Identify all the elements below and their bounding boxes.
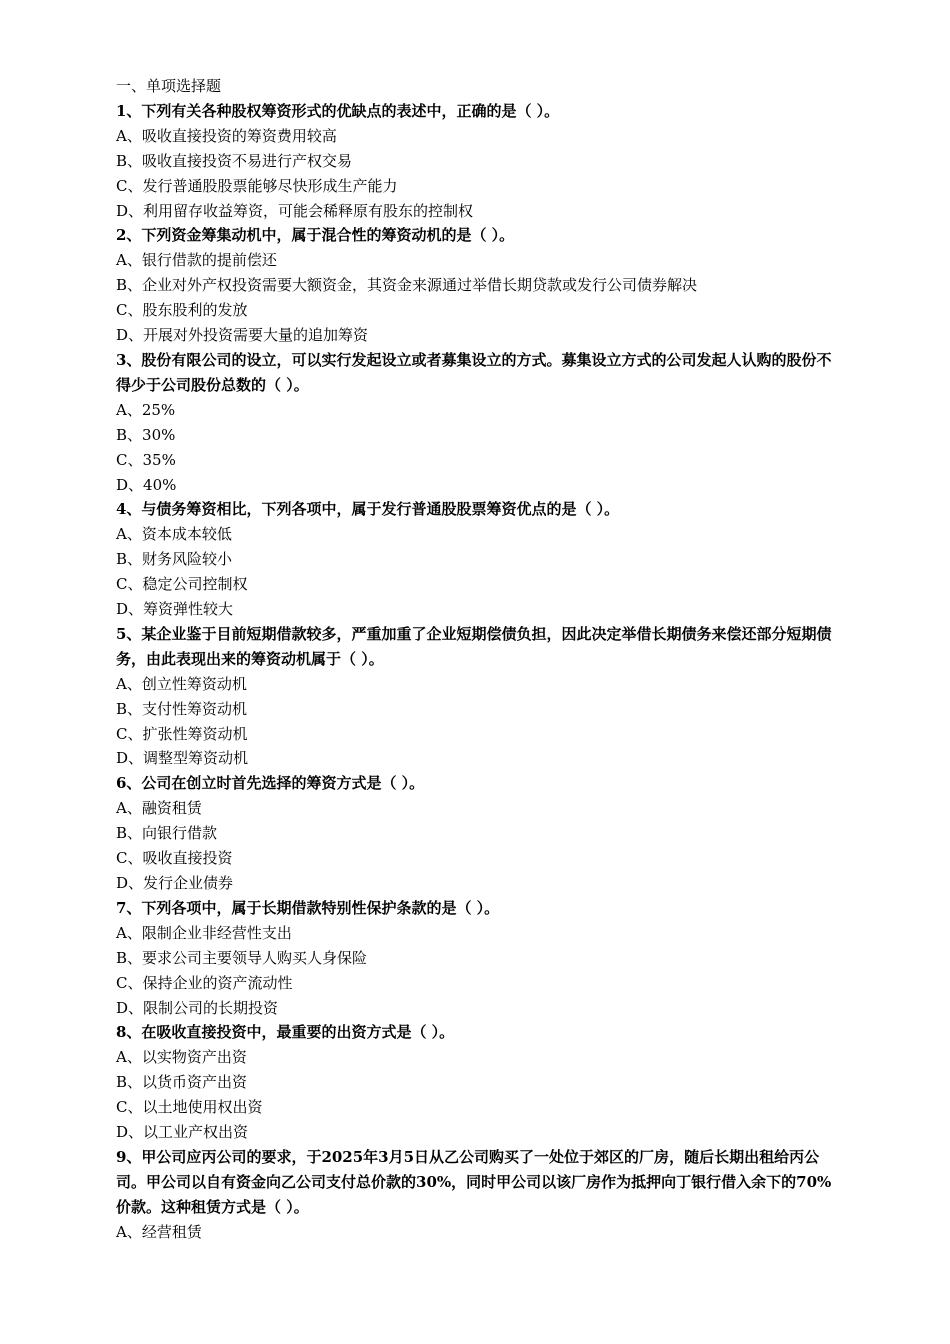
- option-c: C、保持企业的资产流动性: [116, 973, 293, 992]
- question-stem: 1、下列有关各种股权筹资形式的优缺点的表述中，正确的是（ ）。: [116, 101, 560, 120]
- question-stem: 6、公司在创立时首先选择的筹资方式是（ ）。: [116, 774, 425, 793]
- section-title: 一、单项选择题: [116, 77, 222, 95]
- option-c: C、扩张性筹资动机: [116, 724, 248, 743]
- option-a: A、融资租赁: [116, 799, 202, 818]
- option-c: C、35%: [116, 450, 176, 469]
- option-a: A、吸收直接投资的筹资费用较高: [116, 126, 337, 145]
- option-c: C、以土地使用权出资: [116, 1098, 263, 1117]
- document-page: [116, 74, 836, 1245]
- option-a: A、创立性筹资动机: [116, 674, 247, 693]
- option-b: B、要求公司主要领导人购买人身保险: [116, 948, 368, 967]
- option-d: D、限制公司的长期投资: [116, 998, 279, 1017]
- question-4: [116, 497, 836, 622]
- question-1: [116, 99, 836, 224]
- option-b: B、30%: [116, 425, 176, 444]
- question-5: [116, 622, 836, 771]
- option-d: D、利用留存收益筹资，可能会稀释原有股东的控制权: [116, 201, 474, 220]
- option-b: B、财务风险较小: [116, 550, 233, 569]
- option-c: C、股东股利的发放: [116, 301, 248, 320]
- question-8: [116, 1020, 836, 1145]
- option-a: A、以实物资产出资: [116, 1048, 247, 1067]
- question-stem: 4、与债务筹资相比，下列各项中，属于发行普通股股票筹资优点的是（ ）。: [116, 500, 620, 519]
- option-d: D、筹资弹性较大: [116, 600, 234, 619]
- option-a: A、限制企业非经营性支出: [116, 923, 292, 942]
- question-stem: 7、下列各项中，属于长期借款特别性保护条款的是（ ）。: [116, 898, 500, 917]
- question-6: [116, 771, 836, 896]
- option-d: D、40%: [116, 475, 177, 494]
- option-b: B、以货币资产出资: [116, 1073, 248, 1092]
- question-3: [116, 348, 836, 497]
- option-c: C、发行普通股股票能够尽快形成生产能力: [116, 176, 398, 195]
- option-d: D、发行企业债券: [116, 874, 234, 892]
- question-9: [116, 1145, 836, 1245]
- option-a: A、25%: [116, 400, 176, 419]
- option-c: C、稳定公司控制权: [116, 575, 248, 594]
- option-c: C、吸收直接投资: [116, 849, 233, 868]
- option-d: D、调整型筹资动机: [116, 749, 249, 768]
- option-a: A、资本成本较低: [116, 525, 232, 544]
- option-b: B、支付性筹资动机: [116, 699, 248, 718]
- option-d: D、开展对外投资需要大量的追加筹资: [116, 326, 369, 345]
- question-stem: 9、甲公司应丙公司的要求，于2025年3月5日从乙公司购买了一处位于郊区的厂房，随后长期出租给丙公司。甲公司以自有资金向乙公司支付总价款的30%，同时甲公司以该厂房作为抵押向丁银行借入余下的70%价款。这种租赁方式是（ ）。: [116, 1147, 832, 1216]
- question-stem: 8、在吸收直接投资中，最重要的出资方式是（ ）。: [116, 1023, 455, 1042]
- question-stem: 2、下列资金筹集动机中，属于混合性的筹资动机的是（ ）。: [116, 226, 515, 245]
- question-7: [116, 896, 836, 1021]
- option-b: B、吸收直接投资不易进行产权交易: [116, 151, 353, 170]
- option-b: B、向银行借款: [116, 824, 218, 843]
- option-a: A、银行借款的提前偿还: [116, 251, 277, 270]
- option-d: D、以工业产权出资: [116, 1123, 249, 1142]
- option-b: B、企业对外产权投资需要大额资金，其资金来源通过举借长期贷款或发行公司债券解决: [116, 276, 698, 295]
- question-stem: 3、股份有限公司的设立，可以实行发起设立或者募集设立的方式。募集设立方式的公司发起人认购的股份不得少于公司股份总数的（ ）。: [116, 350, 832, 394]
- question-2: [116, 223, 836, 348]
- question-stem: 5、某企业鉴于目前短期借款较多，严重加重了企业短期偿债负担，因此决定举借长期债务来偿还部分短期债务，由此表现出来的筹资动机属于（ ）。: [116, 624, 832, 668]
- option-a: A、经营租赁: [116, 1222, 202, 1241]
